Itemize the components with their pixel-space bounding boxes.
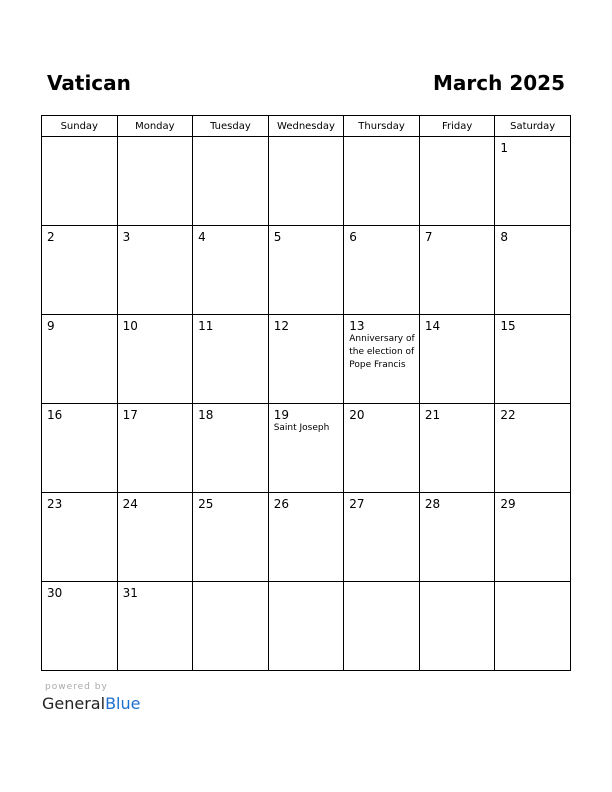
day-number (118, 137, 193, 141)
day-cell (268, 582, 344, 671)
logo-text-general: General (42, 694, 106, 713)
day-number: 16 (47, 408, 63, 422)
day-cell (344, 226, 420, 315)
day-cell (495, 493, 571, 582)
day-cell (193, 404, 269, 493)
day-number: 23 (47, 497, 63, 511)
day-cell (495, 226, 571, 315)
day-number: 28 (424, 497, 441, 511)
day-cell (419, 315, 495, 404)
day-number: 1 (500, 141, 509, 155)
week-row (42, 582, 571, 671)
day-number (420, 137, 495, 141)
day-cell (42, 582, 118, 671)
footer-branding (42, 682, 140, 714)
day-cell (193, 582, 269, 671)
day-cell (268, 315, 344, 404)
day-cell (344, 137, 420, 226)
day-cell (268, 493, 344, 582)
day-number (344, 137, 419, 141)
day-number: 12 (273, 319, 289, 333)
day-cell (42, 493, 118, 582)
country-title: Vatican (47, 71, 131, 95)
day-number: 11 (198, 319, 214, 333)
day-cell (193, 226, 269, 315)
day-number: 2 (47, 230, 55, 244)
day-cell (117, 226, 193, 315)
day-cell (495, 582, 571, 671)
week-row (42, 315, 571, 404)
day-number (193, 137, 268, 141)
weekday-header: Friday (419, 116, 495, 137)
day-cell (495, 315, 571, 404)
day-cell (117, 137, 193, 226)
generalblue-logo[interactable] (42, 694, 140, 714)
day-number: 25 (198, 497, 214, 511)
day-cell (193, 493, 269, 582)
day-number: 14 (424, 319, 441, 333)
day-number: 20 (349, 408, 365, 422)
day-cell (268, 226, 344, 315)
day-number: 19 (273, 408, 289, 422)
logo-text-blue: Blue (105, 694, 141, 713)
calendar-grid (41, 115, 571, 671)
day-number: 3 (122, 230, 131, 244)
day-number: 17 (122, 408, 138, 422)
holiday-label: Anniversary of the election of Pope Francis (349, 334, 415, 370)
day-number: 10 (122, 319, 138, 333)
weekday-header: Sunday (42, 116, 118, 137)
day-number (269, 137, 344, 141)
day-number: 29 (500, 497, 516, 511)
day-cell (42, 137, 118, 226)
holiday-label: Saint Joseph (273, 423, 330, 433)
day-cell (268, 404, 344, 493)
day-number (42, 137, 117, 141)
day-cell (117, 493, 193, 582)
day-number (193, 582, 268, 586)
day-cell (419, 226, 495, 315)
day-cell (419, 582, 495, 671)
day-cell (117, 582, 193, 671)
day-cell (495, 404, 571, 493)
day-cell (42, 315, 118, 404)
weekday-header: Tuesday (193, 116, 269, 137)
day-number (420, 582, 495, 586)
day-number: 9 (47, 319, 55, 333)
day-cell (117, 404, 193, 493)
week-row (42, 493, 571, 582)
day-number: 22 (500, 408, 516, 422)
day-number (344, 582, 419, 586)
day-number: 18 (198, 408, 214, 422)
day-number: 15 (500, 319, 516, 333)
day-cell (419, 137, 495, 226)
day-number: 30 (47, 586, 63, 600)
weekday-header-row (42, 116, 571, 137)
day-number: 31 (122, 586, 138, 600)
day-number: 5 (273, 230, 282, 244)
day-cell (495, 137, 571, 226)
day-cell (117, 315, 193, 404)
day-number: 4 (198, 230, 206, 244)
week-row (42, 137, 571, 226)
weekday-header: Saturday (495, 116, 571, 137)
powered-by-text: powered by (45, 682, 108, 692)
day-number (269, 582, 344, 586)
day-cell (419, 493, 495, 582)
day-cell (193, 315, 269, 404)
day-number: 8 (500, 230, 509, 244)
day-number (495, 582, 570, 586)
day-cell (419, 404, 495, 493)
day-number: 24 (122, 497, 138, 511)
week-row (42, 404, 571, 493)
weekday-header: Wednesday (268, 116, 344, 137)
weekday-header: Monday (117, 116, 193, 137)
day-number: 6 (349, 230, 357, 244)
day-cell (344, 404, 420, 493)
day-cell (193, 137, 269, 226)
day-cell (268, 137, 344, 226)
day-cell (344, 315, 420, 404)
day-cell (344, 582, 420, 671)
day-cell (42, 226, 118, 315)
day-cell (344, 493, 420, 582)
day-number: 21 (424, 408, 441, 422)
month-title: March 2025 (433, 71, 565, 95)
weekday-header: Thursday (344, 116, 420, 137)
day-number: 27 (349, 497, 365, 511)
day-number: 13 (349, 319, 365, 333)
day-cell (42, 404, 118, 493)
week-row (42, 226, 571, 315)
day-number: 26 (273, 497, 289, 511)
day-number: 7 (424, 230, 433, 244)
